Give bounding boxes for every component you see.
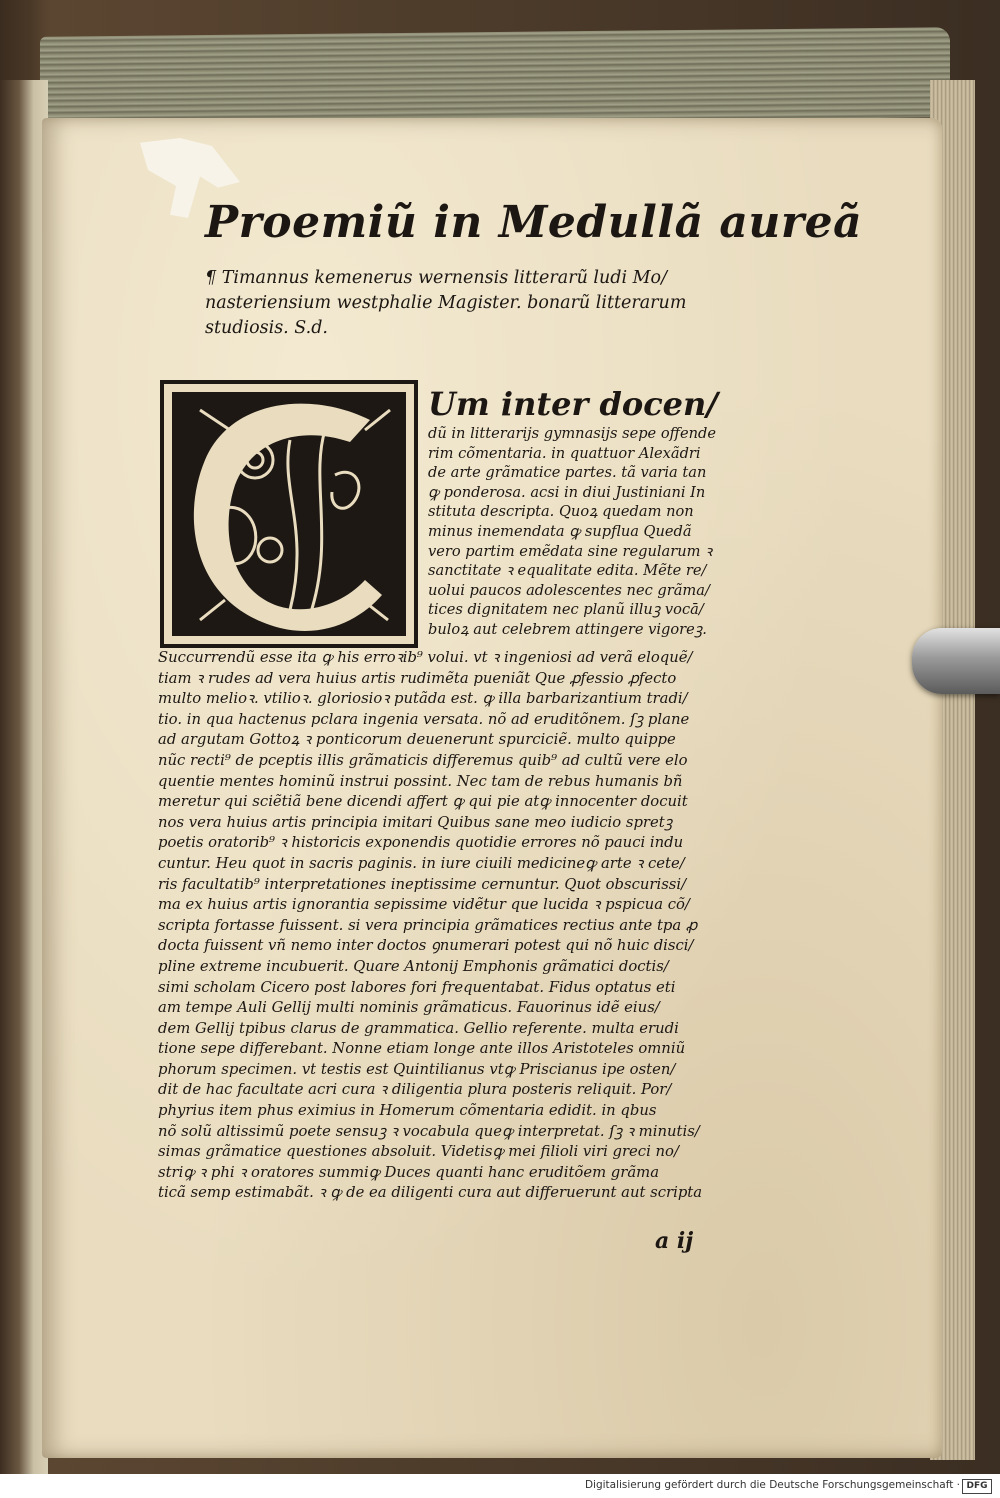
text-line: Succurrendũ esse ita ꝙ his erroꝛib⁹ volui. vt ꝛ ingeniosi ad verã eloquẽ/ — [158, 649, 693, 666]
text-line: poetis oratorib⁹ ꝛ historicis exponendis quotidie errores nõ pauci indu — [158, 834, 684, 852]
header-line: nasteriensium westphalie Magister. bonarũ litterarum — [205, 293, 687, 313]
text-line: rim cõmentaria. in quattuor Alexãdri — [428, 444, 701, 462]
body-text-full-width — [158, 648, 773, 1204]
header-line: studiosis. S.d. — [205, 318, 328, 338]
left-board — [0, 80, 48, 1474]
text-line: uolui paucos adolescentes nec grãma/ — [428, 581, 710, 599]
body-text-beside-initial — [428, 384, 768, 640]
text-line: simi scholam Cicero post labores fori frequentabat. Fidus optatus eti — [158, 978, 676, 996]
page-edges-top — [40, 27, 950, 127]
text-line: de arte grãmatice partes. tã varia tan — [428, 464, 707, 482]
text-line: dũ in litterarijs gymnasijs sepe offende — [428, 425, 716, 442]
text-line: quentie mentes hominũ instrui possint. Nec tam de rebus humanis bñ — [158, 772, 683, 790]
text-line: buloꝝ aut celebrem attingere vigoreꝫ. — [428, 620, 707, 638]
footer-bar — [0, 1474, 1000, 1498]
text-line: stituta descripta. Quoꝝ quedam non — [428, 503, 694, 521]
text-line: minus inemendata ꝙ supflua Quedã — [428, 522, 692, 540]
floral-initial-illustration — [160, 380, 418, 648]
text-line: phorum specimen. vt testis est Quintilianus vtꝙ Priscianus ipe osten/ — [158, 1060, 676, 1078]
text-line: ticã semp estimabãt. ꝛ ꝙ de ea diligenti cura aut differuerunt aut scripta — [158, 1184, 703, 1202]
text-line: scripta fortasse fuissent. si vera principia grãmatices rectius ante tpa ꝓ — [158, 916, 698, 934]
dfg-logo-icon: DFG — [962, 1479, 992, 1494]
text-line: tio. in qua hactenus pclara ingenia versata. nõ ad eruditõnem. ſꝫ plane — [158, 710, 690, 728]
text-line: tiam ꝛ rudes ad vera huius artis rudimẽta pueniãt Que ꝓfessio ꝓfecto — [158, 669, 677, 687]
header-line: ¶ Timannus kemenerus wernensis litterarũ ludi Mo/ — [205, 268, 667, 288]
text-line: striꝙ ꝛ phi ꝛ oratores summiꝙ Duces quanti hanc eruditõem grãma — [158, 1163, 660, 1181]
text-line: nos vera huius artis principia imitari Quibus sane meo iudicio spretꝫ — [158, 813, 673, 831]
text-line: ris facultatib⁹ interpretationes ineptissime cernuntur. Quot obscurissi/ — [158, 875, 687, 893]
text-line: Um inter docen/ — [428, 385, 718, 423]
bookmark-clip — [912, 628, 1000, 694]
text-line: multo melioꝛ. vtilioꝛ. gloriosioꝛ putãda est. ꝙ illa barbarizantium tradi/ — [158, 690, 688, 708]
decorated-initial-c — [160, 380, 418, 648]
text-line: ma ex huius artis ignorantia sepissime vidẽtur que lucida ꝛ pspicua cõ/ — [158, 896, 690, 914]
text-line: simas grãmatice questiones absoluit. Videtisꝙ mei filioli viri greci no/ — [158, 1143, 679, 1161]
text-line: tices dignitatem nec planũ illuꝫ vocā/ — [428, 601, 704, 619]
text-line: nõ solũ altissimũ poete sensuꝫ ꝛ vocabula queꝙ interpretat. ſꝫ ꝛ minutis/ — [158, 1122, 700, 1140]
text-line: tione sepe differebant. Nonne etiam longe ante illos Aristoteles omniũ — [158, 1040, 686, 1058]
funding-credit: Digitalisierung gefördert durch die Deutsche Forschungsgemeinschaft · — [584, 1479, 960, 1491]
text-line: sanctitate ꝛ equalitate edita. Mẽte re/ — [428, 562, 707, 580]
signature-mark: a ij — [655, 1228, 694, 1254]
text-line: ꝙ ponderosa. acsi in diui Justiniani In — [428, 483, 706, 501]
header-dedication — [205, 266, 775, 341]
text-line: meretur qui sciẽtiã bene dicendi affert ꝙ qui pie atꝙ innocenter docuit — [158, 793, 688, 811]
text-line: phyrius item phus eximius in Homerum cõmentaria edidit. in qbus — [158, 1102, 657, 1120]
text-line: am tempe Auli Gellij multi nominis grãmaticus. Fauorinus idẽ eius/ — [158, 999, 660, 1017]
text-line: vero partim emẽdata sine regularum ꝛ — [428, 542, 712, 560]
text-line: cuntur. Heu quot in sacris paginis. in iure ciuili medicineꝙ arte ꝛ cete/ — [158, 854, 685, 872]
text-line: dem Gellij tpibus clarus de grammatica. Gellio referente. multa erudi — [158, 1019, 679, 1037]
text-line: pline extreme incubuerit. Quare Antonij Emphonis grãmatici doctis/ — [158, 957, 669, 975]
text-line: docta fuissent vñ nemo inter doctos ꝯnumerari potest qui nõ huic disci/ — [158, 937, 694, 955]
text-line: dit de hac facultate acri cura ꝛ diligentia plura posteris reliquit. Por/ — [158, 1081, 672, 1099]
text-line: ad argutam Gottoꝝ ꝛ ponticorum deuenerunt spurciciẽ. multo quippe — [158, 731, 676, 749]
page-title: Proemiũ in Medullã aureã — [205, 197, 863, 248]
text-line: nũc recti⁹ de pceptis illis grãmaticis differemus quib⁹ ad cultũ vere elo — [158, 751, 688, 769]
